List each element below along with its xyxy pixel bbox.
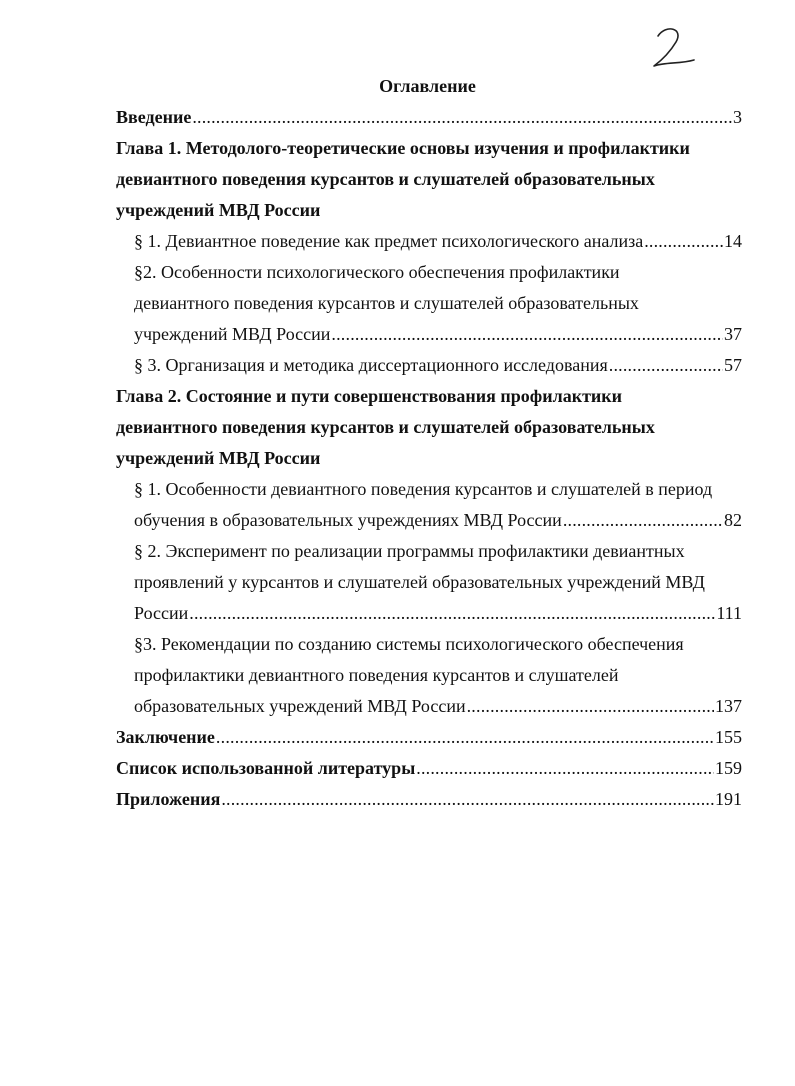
toc-entry-label: учреждений МВД России (134, 324, 331, 344)
toc-chapter-2[interactable] (116, 381, 742, 474)
chapter-title-line: девиантного поведения курсантов и слушателей образовательных (116, 169, 655, 189)
toc-entry-label: § 3. Организация и методика диссертационного исследования (134, 355, 608, 375)
section-last-line (116, 691, 742, 722)
section-title-line: §2. Особенности психологического обеспечения профилактики (134, 262, 620, 282)
handwritten-digit-2 (654, 29, 694, 66)
toc-entry-label: обучения в образовательных учреждениях МВД России (134, 510, 562, 530)
toc-entry-label: Введение (116, 107, 192, 127)
toc-entry-intro[interactable] (116, 102, 742, 133)
toc-page-number: 191 (715, 789, 742, 809)
toc-page-number: 82 (724, 510, 742, 530)
dot-leader (609, 350, 723, 381)
toc-entry-label: образовательных учреждений МВД России (134, 696, 466, 716)
toc-page-number: 37 (724, 324, 742, 344)
dot-leader (416, 753, 714, 784)
toc-section-1-2[interactable] (116, 257, 742, 350)
toc-entry-label: Список использованной литературы (116, 758, 416, 778)
dot-leader (331, 319, 723, 350)
toc-page-number: 155 (715, 727, 742, 747)
toc-chapter-1[interactable] (116, 133, 742, 226)
section-title-line: §3. Рекомендации по созданию системы психологического обеспечения (134, 634, 684, 654)
toc-entry-label: § 1. Девиантное поведение как предмет психологического анализа (134, 231, 644, 251)
toc-section-2-1[interactable] (116, 474, 742, 536)
dot-leader (189, 598, 715, 629)
toc-entry-label: Приложения (116, 789, 221, 809)
dot-leader (467, 691, 714, 722)
chapter-title-line: Глава 1. Методолого-теоретические основы изучения и профилактики (116, 138, 690, 158)
toc-entry-conclusion[interactable] (116, 722, 742, 753)
section-title-line: девиантного поведения курсантов и слушателей образовательных (134, 293, 639, 313)
toc-page-number: 3 (733, 107, 742, 127)
toc-entry-label: России (134, 603, 189, 623)
section-title-line: § 2. Эксперимент по реализации программы профилактики девиантных (134, 541, 685, 561)
toc-section-1-3[interactable] (116, 350, 742, 381)
toc-section-1-1[interactable] (116, 226, 742, 257)
toc-page-number: 14 (724, 231, 742, 251)
handwritten-page-number (636, 18, 716, 78)
toc-section-2-3[interactable] (116, 629, 742, 722)
toc-section-2-2[interactable] (116, 536, 742, 629)
section-title-line: § 1. Особенности девиантного поведения курсантов и слушателей в период (134, 479, 713, 499)
chapter-title-line: учреждений МВД России (116, 448, 321, 468)
toc-title: Оглавление (379, 76, 476, 96)
section-title-line: профилактики девиантного поведения курсантов и слушателей (134, 665, 619, 685)
chapter-title-line: девиантного поведения курсантов и слушателей образовательных (116, 417, 655, 437)
section-last-line (116, 598, 742, 629)
toc-entry-label: Заключение (116, 727, 215, 747)
toc-page-number: 111 (716, 603, 742, 623)
dot-leader (563, 505, 723, 536)
toc-page-number: 159 (715, 758, 742, 778)
section-last-line (116, 505, 742, 536)
chapter-title-line: учреждений МВД России (116, 200, 321, 220)
dot-leader (221, 784, 714, 815)
section-last-line (116, 319, 742, 350)
toc-page-number: 137 (715, 696, 742, 716)
dot-leader (644, 226, 723, 257)
toc-entry-references[interactable] (116, 753, 742, 784)
dot-leader (192, 102, 732, 133)
toc-page-number: 57 (724, 355, 742, 375)
table-of-contents (116, 102, 742, 815)
toc-entry-appendices[interactable] (116, 784, 742, 815)
chapter-title-line: Глава 2. Состояние и пути совершенствования профилактики (116, 386, 623, 406)
dot-leader (216, 722, 714, 753)
section-title-line: проявлений у курсантов и слушателей образовательных учреждений МВД (134, 572, 705, 592)
